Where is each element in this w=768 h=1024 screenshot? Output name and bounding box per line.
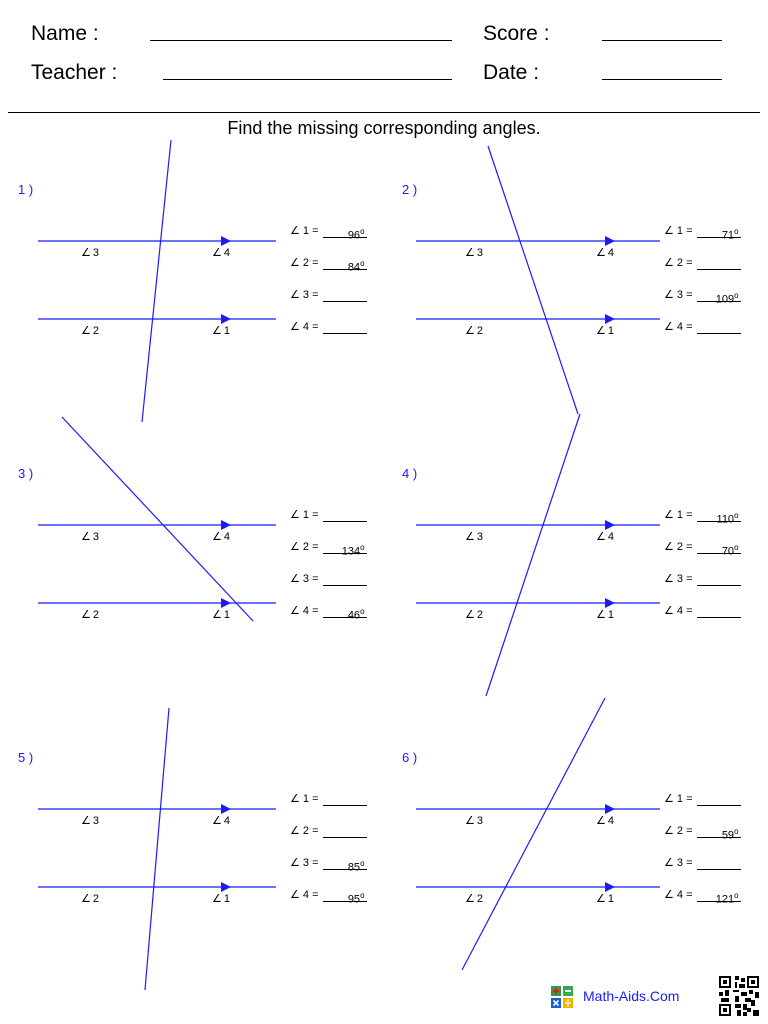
angle-label-2 — [81, 325, 99, 337]
answer-label: ∠ 4 = — [290, 605, 319, 617]
degree-symbol: o — [360, 227, 365, 236]
angle-number: 3 — [92, 815, 99, 827]
answer-row-1 — [290, 224, 367, 242]
angle-label-4 — [212, 531, 230, 543]
answer-value: 110 — [716, 513, 735, 526]
answer-value: 71 — [721, 229, 735, 242]
angle-label-3 — [465, 531, 483, 543]
answer-row-4 — [664, 604, 741, 618]
parallel-lines-figure — [384, 414, 768, 704]
angle-label-3 — [465, 247, 483, 259]
arrow-top-icon — [221, 236, 231, 246]
angle-label-1 — [596, 893, 614, 905]
teacher-field[interactable] — [163, 79, 452, 80]
problem-number: 4 ) — [402, 466, 418, 481]
transversal-line — [145, 708, 169, 990]
degree-symbol: o — [360, 259, 365, 268]
angle-symbol: ∠ — [465, 609, 475, 621]
answer-value: 96 — [347, 229, 361, 242]
answer-label: ∠ 3 = — [290, 289, 319, 301]
degree-symbol: o — [734, 511, 739, 520]
angle-label-4 — [596, 247, 614, 259]
degree-symbol: o — [360, 607, 365, 616]
answer-row-2 — [290, 256, 367, 274]
parallel-lines-figure — [0, 414, 384, 704]
answer-row-2 — [664, 824, 741, 842]
angle-symbol: ∠ — [81, 609, 91, 621]
answer-blank[interactable] — [697, 225, 741, 242]
angle-label-3 — [81, 815, 99, 827]
answer-row-2 — [664, 256, 741, 270]
angle-number: 1 — [607, 893, 614, 905]
angle-label-3 — [81, 531, 99, 543]
answer-blank[interactable] — [323, 509, 367, 522]
answer-row-3 — [664, 288, 741, 306]
angle-number: 4 — [607, 531, 614, 543]
transversal-line — [62, 417, 253, 621]
angle-number: 4 — [223, 531, 230, 543]
parallel-lines-figure — [384, 130, 768, 420]
answer-label: ∠ 2 = — [290, 257, 319, 269]
answer-row-4 — [290, 888, 367, 906]
transversal-line — [462, 698, 605, 970]
transversal-line — [488, 146, 578, 414]
angle-label-4 — [596, 815, 614, 827]
angle-symbol: ∠ — [81, 325, 91, 337]
answer-value: 121 — [715, 893, 735, 906]
angle-number: 1 — [607, 609, 614, 621]
angle-number: 2 — [476, 893, 483, 905]
angle-label-4 — [212, 247, 230, 259]
answer-blank[interactable] — [697, 541, 741, 558]
answer-value: 134 — [341, 545, 361, 558]
answer-blank[interactable] — [323, 225, 367, 242]
angle-symbol: ∠ — [465, 893, 475, 905]
angle-number: 3 — [92, 531, 99, 543]
parallel-lines-figure — [0, 130, 384, 420]
answer-row-2 — [664, 540, 741, 558]
problem-4 — [384, 414, 768, 704]
angle-symbol: ∠ — [212, 247, 222, 259]
problem-5 — [0, 698, 384, 988]
angle-label-4 — [212, 815, 230, 827]
angle-symbol: ∠ — [212, 325, 222, 337]
answer-label: ∠ 1 = — [664, 225, 693, 237]
degree-symbol: o — [734, 891, 739, 900]
answer-blank[interactable] — [323, 257, 367, 274]
answer-row-4 — [664, 320, 741, 334]
angle-number: 3 — [92, 247, 99, 259]
degree-symbol: o — [360, 859, 365, 868]
answer-blank[interactable] — [323, 541, 367, 558]
angle-number: 4 — [223, 815, 230, 827]
answer-label: ∠ 2 = — [290, 825, 319, 837]
angle-number: 3 — [476, 531, 483, 543]
angle-label-3 — [465, 815, 483, 827]
answer-value: 59 — [721, 829, 735, 842]
angle-symbol: ∠ — [596, 247, 606, 259]
angle-label-1 — [212, 893, 230, 905]
angle-number: 2 — [476, 609, 483, 621]
answer-blank[interactable] — [697, 321, 741, 334]
angle-number: 4 — [607, 247, 614, 259]
angle-label-2 — [465, 893, 483, 905]
answer-label: ∠ 4 = — [290, 321, 319, 333]
instructions: Find the missing corresponding angles. — [227, 118, 541, 138]
degree-symbol: o — [360, 891, 365, 900]
answer-blank[interactable] — [323, 857, 367, 874]
degree-symbol: o — [734, 543, 739, 552]
teacher-label: Teacher : — [31, 61, 118, 84]
answer-label: ∠ 2 = — [664, 257, 693, 269]
angle-number: 2 — [92, 609, 99, 621]
answer-blank[interactable] — [323, 605, 367, 622]
answer-row-3 — [664, 856, 741, 870]
angle-number: 4 — [607, 815, 614, 827]
angle-number: 1 — [223, 325, 230, 337]
problem-1 — [0, 130, 384, 420]
angle-label-3 — [81, 247, 99, 259]
answer-label: ∠ 4 = — [290, 889, 319, 901]
degree-symbol: o — [734, 227, 739, 236]
answer-value: 95 — [347, 893, 361, 906]
angle-symbol: ∠ — [212, 893, 222, 905]
answer-row-1 — [664, 224, 741, 242]
degree-symbol: o — [734, 827, 739, 836]
angle-number: 1 — [223, 893, 230, 905]
answer-row-2 — [290, 824, 367, 838]
angle-symbol: ∠ — [81, 247, 91, 259]
degree-symbol: o — [734, 291, 739, 300]
angle-symbol: ∠ — [465, 531, 475, 543]
header-divider — [8, 112, 760, 113]
angle-label-2 — [81, 609, 99, 621]
arrow-top-icon — [221, 804, 231, 814]
footer-brand[interactable]: Math-Aids.Com — [583, 988, 680, 1004]
angle-number: 3 — [476, 247, 483, 259]
angle-symbol: ∠ — [596, 893, 606, 905]
answer-blank[interactable] — [697, 857, 741, 870]
angle-symbol: ∠ — [465, 815, 475, 827]
problem-number: 1 ) — [18, 182, 34, 197]
answer-blank[interactable] — [697, 257, 741, 270]
answer-row-1 — [664, 508, 741, 526]
answer-row-3 — [290, 856, 367, 874]
answer-label: ∠ 1 = — [290, 793, 319, 805]
name-field[interactable] — [150, 40, 452, 41]
angle-number: 2 — [92, 893, 99, 905]
answer-row-1 — [664, 792, 741, 806]
answer-blank[interactable] — [697, 605, 741, 618]
answer-row-3 — [290, 572, 367, 586]
arrow-bottom-icon — [221, 314, 231, 324]
angle-symbol: ∠ — [596, 815, 606, 827]
problem-number: 5 ) — [18, 750, 34, 765]
answer-value: 85 — [347, 861, 361, 874]
answer-label: ∠ 1 = — [664, 793, 693, 805]
problem-3 — [0, 414, 384, 704]
answer-row-1 — [290, 508, 367, 522]
answer-blank[interactable] — [323, 321, 367, 334]
angle-symbol: ∠ — [81, 893, 91, 905]
problem-number: 2 ) — [402, 182, 418, 197]
angle-symbol: ∠ — [596, 325, 606, 337]
answer-row-4 — [290, 320, 367, 334]
arrow-bottom-icon — [605, 314, 615, 324]
parallel-lines-figure — [0, 698, 384, 988]
answer-blank[interactable] — [697, 825, 741, 842]
answer-row-4 — [664, 888, 741, 906]
answer-blank[interactable] — [697, 289, 741, 306]
answer-value: 84 — [347, 261, 361, 274]
angle-label-1 — [596, 609, 614, 621]
angle-label-1 — [212, 325, 230, 337]
answer-label: ∠ 3 = — [290, 857, 319, 869]
answer-blank[interactable] — [323, 793, 367, 806]
score-field[interactable] — [602, 40, 722, 41]
arrow-bottom-icon — [605, 882, 615, 892]
answer-label: ∠ 3 = — [664, 289, 693, 301]
answer-row-3 — [290, 288, 367, 302]
answer-blank[interactable] — [697, 573, 741, 586]
angle-number: 1 — [223, 609, 230, 621]
answer-label: ∠ 4 = — [664, 605, 693, 617]
answer-row-3 — [664, 572, 741, 586]
date-field[interactable] — [602, 79, 722, 80]
answer-label: ∠ 3 = — [664, 857, 693, 869]
answer-label: ∠ 3 = — [664, 573, 693, 585]
name-label: Name : — [31, 22, 99, 45]
score-label: Score : — [483, 22, 550, 45]
answer-row-4 — [290, 604, 367, 622]
arrow-top-icon — [605, 804, 615, 814]
angle-number: 2 — [476, 325, 483, 337]
angle-label-1 — [212, 609, 230, 621]
degree-symbol: o — [360, 543, 365, 552]
arrow-top-icon — [605, 520, 615, 530]
angle-label-2 — [81, 893, 99, 905]
parallel-lines-figure — [384, 698, 768, 988]
answer-blank[interactable] — [323, 889, 367, 906]
answer-label: ∠ 2 = — [290, 541, 319, 553]
answer-row-2 — [290, 540, 367, 558]
angle-number: 3 — [476, 815, 483, 827]
arrow-top-icon — [605, 236, 615, 246]
angle-symbol: ∠ — [81, 815, 91, 827]
answer-label: ∠ 2 = — [664, 541, 693, 553]
arrow-top-icon — [221, 520, 231, 530]
angle-label-1 — [596, 325, 614, 337]
answer-blank[interactable] — [697, 509, 741, 526]
arrow-bottom-icon — [221, 598, 231, 608]
math-aids-logo-icon — [551, 986, 573, 1008]
answer-blank[interactable] — [323, 289, 367, 302]
angle-symbol: ∠ — [212, 609, 222, 621]
angle-symbol: ∠ — [212, 815, 222, 827]
problem-number: 6 ) — [402, 750, 418, 765]
angle-label-2 — [465, 609, 483, 621]
problem-2 — [384, 130, 768, 420]
date-label: Date : — [483, 61, 540, 84]
angle-symbol: ∠ — [81, 531, 91, 543]
angle-number: 4 — [223, 247, 230, 259]
angle-symbol: ∠ — [465, 325, 475, 337]
angle-number: 1 — [607, 325, 614, 337]
answer-label: ∠ 4 = — [664, 321, 693, 333]
problem-number: 3 ) — [18, 466, 34, 481]
answer-value: 109 — [715, 293, 735, 306]
answer-label: ∠ 4 = — [664, 889, 693, 901]
answer-value: 46 — [347, 609, 361, 622]
answer-blank[interactable] — [323, 573, 367, 586]
answer-row-1 — [290, 792, 367, 806]
problem-6 — [384, 698, 768, 988]
arrow-bottom-icon — [605, 598, 615, 608]
angle-label-4 — [596, 531, 614, 543]
angle-label-2 — [465, 325, 483, 337]
answer-blank[interactable] — [323, 825, 367, 838]
answer-blank[interactable] — [697, 793, 741, 806]
answer-label: ∠ 1 = — [664, 509, 693, 521]
transversal-line — [142, 140, 171, 422]
arrow-bottom-icon — [221, 882, 231, 892]
angle-number: 2 — [92, 325, 99, 337]
angle-symbol: ∠ — [596, 609, 606, 621]
answer-label: ∠ 2 = — [664, 825, 693, 837]
angle-symbol: ∠ — [465, 247, 475, 259]
answer-value: 70 — [721, 545, 735, 558]
transversal-line — [486, 414, 580, 696]
angle-symbol: ∠ — [596, 531, 606, 543]
angle-symbol: ∠ — [212, 531, 222, 543]
answer-label: ∠ 1 = — [290, 225, 319, 237]
qr-code-icon — [719, 976, 759, 1016]
answer-label: ∠ 3 = — [290, 573, 319, 585]
answer-blank[interactable] — [697, 889, 741, 906]
answer-label: ∠ 1 = — [290, 509, 319, 521]
